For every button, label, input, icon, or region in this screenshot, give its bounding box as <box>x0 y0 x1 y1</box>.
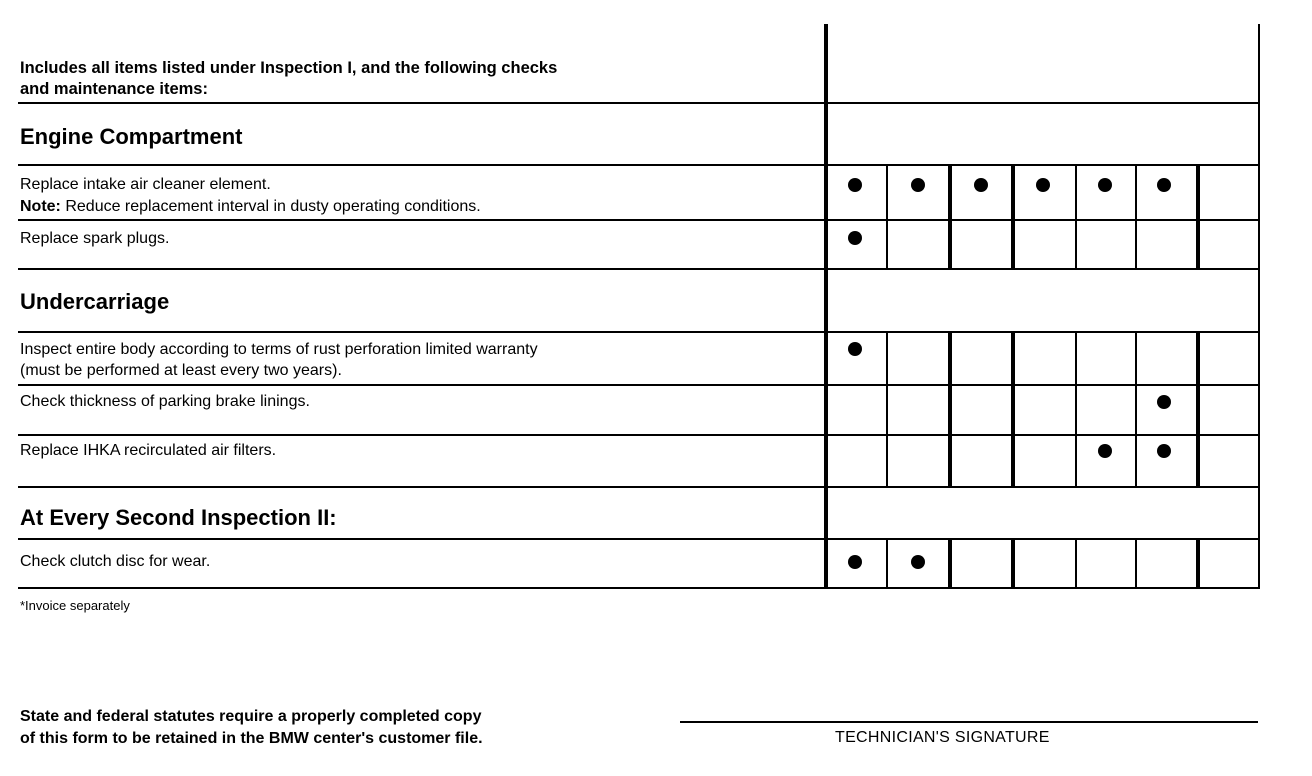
check-dot <box>911 178 925 192</box>
item-air-cleaner: Replace intake air cleaner element. <box>20 176 271 193</box>
item-note <box>20 196 481 218</box>
column-divider <box>948 538 952 588</box>
column-divider <box>1011 164 1015 269</box>
column-divider <box>1011 331 1015 487</box>
check-dot <box>848 231 862 245</box>
item-spark-plugs: Replace spark plugs. <box>20 230 170 247</box>
item-ihka-filters: Replace IHKA recirculated air filters. <box>20 442 277 459</box>
check-dot <box>1157 178 1171 192</box>
intro-line-1: Includes all items listed under Inspection I, and the following checks <box>20 59 558 77</box>
column-divider <box>886 164 888 269</box>
column-divider <box>1011 538 1015 588</box>
note-text: Reduce replacement interval in dusty operating conditions. <box>60 198 481 215</box>
check-dot <box>848 178 862 192</box>
column-divider <box>1196 164 1200 269</box>
legal-line-2: of this form to be retained in the BMW center's customer file. <box>20 730 483 747</box>
column-divider <box>886 538 888 588</box>
item-parking-brake: Check thickness of parking brake linings. <box>20 393 310 410</box>
rule <box>18 587 1260 589</box>
column-divider <box>886 331 888 487</box>
column-divider <box>1196 331 1200 487</box>
rule <box>18 384 1260 386</box>
rule <box>18 486 1260 488</box>
rule <box>18 268 1260 270</box>
check-dot <box>1157 395 1171 409</box>
column-divider <box>1075 331 1077 487</box>
item-clutch-disc: Check clutch disc for wear. <box>20 553 211 570</box>
column-divider <box>1075 538 1077 588</box>
check-dot <box>1157 444 1171 458</box>
rule <box>18 331 1260 333</box>
item-body-inspection-line-1: Inspect entire body according to terms of rust perforation limited warranty <box>20 341 538 358</box>
rule <box>18 164 1260 166</box>
check-dot <box>1098 178 1112 192</box>
section-undercarriage: Undercarriage <box>20 289 170 314</box>
column-divider <box>1258 24 1260 588</box>
rule <box>18 219 1260 221</box>
intro-text <box>20 58 557 100</box>
check-dot <box>848 342 862 356</box>
column-divider <box>1135 164 1137 269</box>
check-dot <box>974 178 988 192</box>
intro-line-2: and maintenance items: <box>20 80 208 98</box>
column-divider <box>948 331 952 487</box>
signature-line[interactable] <box>680 721 1258 723</box>
check-dot <box>1036 178 1050 192</box>
note-label: Note: <box>20 198 61 215</box>
legal-notice <box>20 706 483 750</box>
column-divider <box>824 24 828 588</box>
check-dot <box>911 555 925 569</box>
column-divider <box>1135 331 1137 487</box>
column-divider <box>948 164 952 269</box>
column-divider <box>1135 538 1137 588</box>
rule <box>18 538 1260 540</box>
rule <box>18 102 1260 104</box>
column-divider <box>1075 164 1077 269</box>
column-divider <box>1196 538 1200 588</box>
section-second-inspection: At Every Second Inspection II: <box>20 505 337 530</box>
signature-label: TECHNICIAN'S SIGNATURE <box>835 729 1050 746</box>
footnote: *Invoice separately <box>20 598 130 613</box>
check-dot <box>848 555 862 569</box>
legal-line-1: State and federal statutes require a properly completed copy <box>20 708 482 725</box>
item-body-inspection-line-2: (must be performed at least every two years). <box>20 362 342 379</box>
section-engine-compartment: Engine Compartment <box>20 124 243 149</box>
rule <box>18 434 1260 436</box>
check-dot <box>1098 444 1112 458</box>
